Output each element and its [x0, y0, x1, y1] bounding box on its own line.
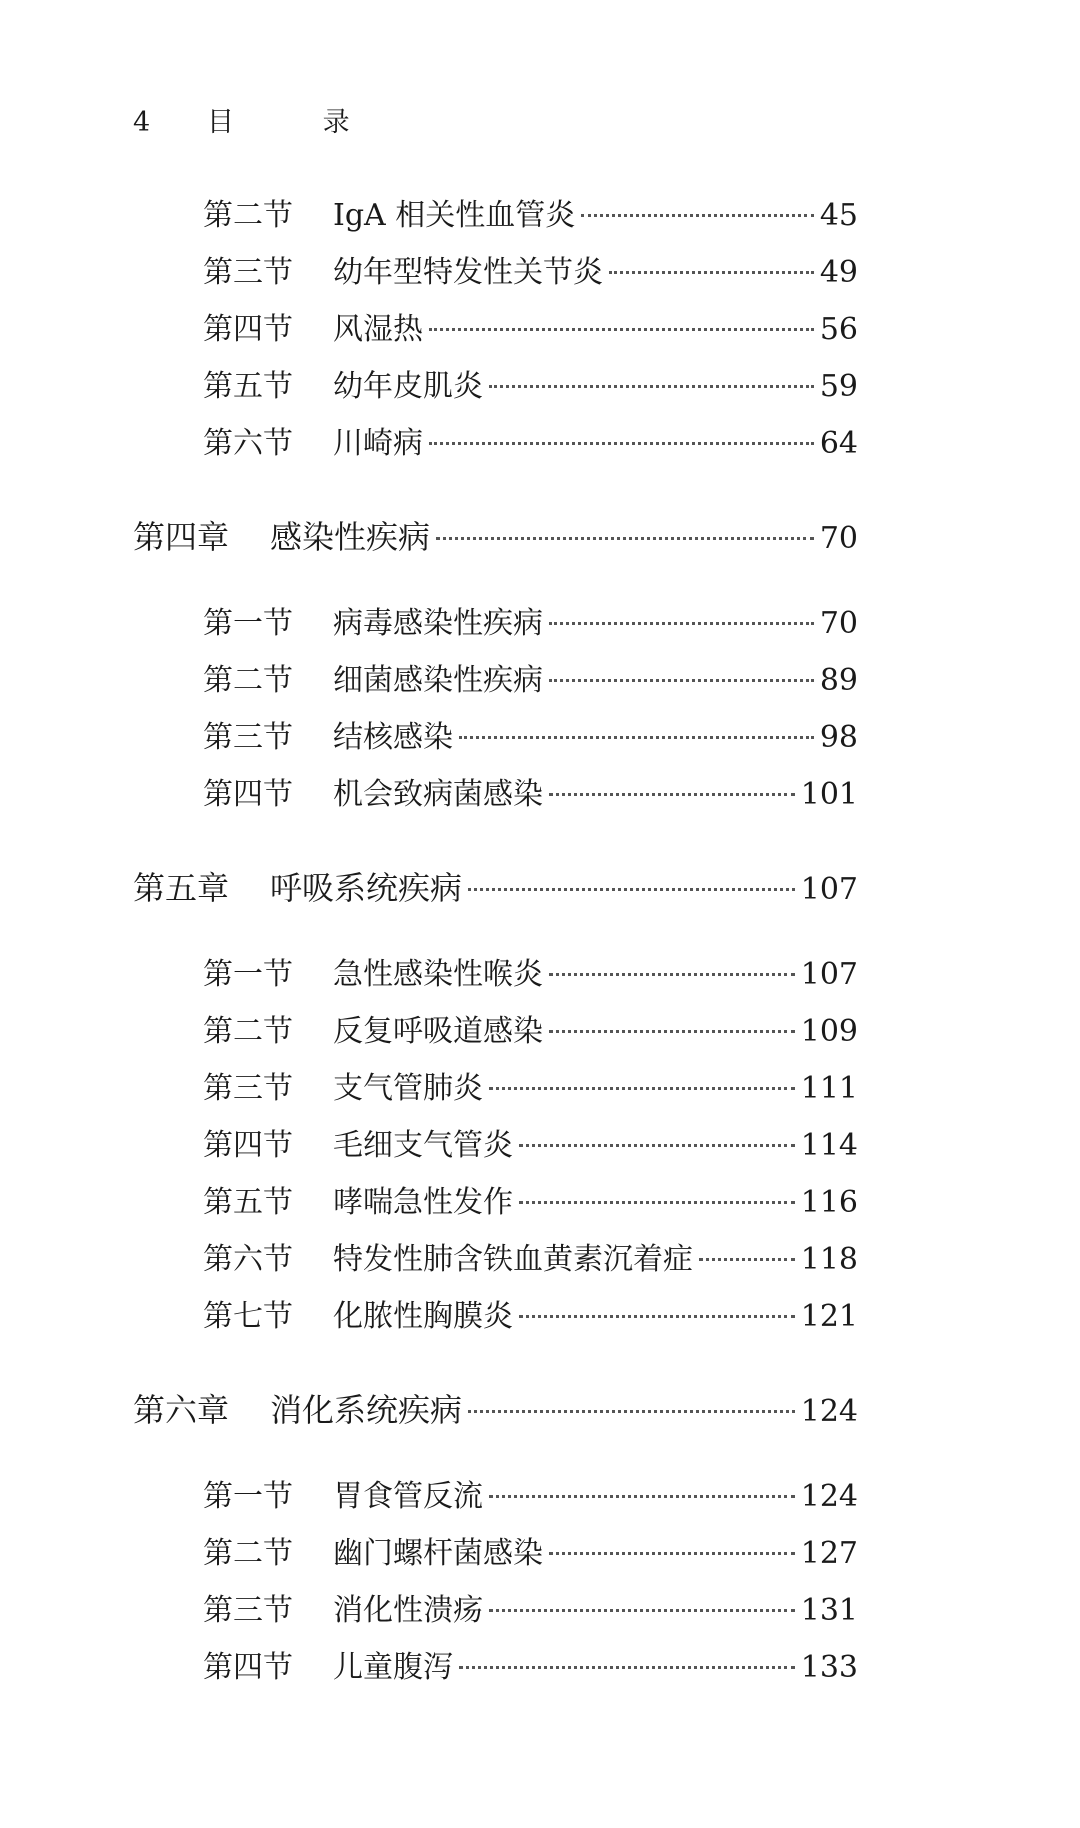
toc-section-entry[interactable]: [133, 1642, 858, 1686]
entry-page-number: 127: [800, 1536, 858, 1571]
dot-leader: [429, 442, 814, 445]
entry-page-number: 89: [819, 663, 858, 698]
entry-page-number: 98: [819, 720, 858, 755]
page-number: 4: [133, 107, 151, 138]
entry-label: 第三节: [203, 720, 293, 755]
entry-page-number: 70: [819, 606, 858, 641]
dot-leader: [468, 1410, 795, 1413]
entry-label: 第二节: [203, 663, 293, 698]
toc-section-entry[interactable]: [133, 361, 858, 405]
page-title: 目 录: [207, 107, 390, 138]
entry-label: 第四章: [133, 518, 230, 556]
toc-chapter-entry[interactable]: [133, 512, 858, 558]
entry-title: 急性感染性喉炎: [333, 957, 543, 992]
entry-title: 化脓性胸膜炎: [333, 1299, 513, 1334]
entry-label: 第六章: [133, 1391, 230, 1429]
dot-leader: [468, 888, 795, 891]
entry-title: 结核感染: [333, 720, 453, 755]
entry-label: 第三节: [203, 1071, 293, 1106]
dot-leader: [429, 328, 814, 331]
entry-page-number: 131: [800, 1593, 858, 1628]
entry-label: 第七节: [203, 1299, 293, 1334]
entry-label: 第一节: [203, 957, 293, 992]
dot-leader: [459, 736, 814, 739]
entry-label: 第五节: [203, 1185, 293, 1220]
entry-label: 第六节: [203, 1242, 293, 1277]
page-header: [133, 100, 390, 139]
entry-title: 消化系统疾病: [270, 1391, 463, 1429]
entry-title: 川崎病: [333, 426, 423, 461]
entry-label: 第五章: [133, 869, 230, 907]
entry-title: 消化性溃疡: [333, 1593, 483, 1628]
entry-label: 第四节: [203, 777, 293, 812]
entry-page-number: 45: [819, 198, 858, 233]
entry-label: 第二节: [203, 198, 293, 233]
dot-leader: [549, 1552, 795, 1555]
entry-label: 第二节: [203, 1536, 293, 1571]
entry-title: 细菌感染性疾病: [333, 663, 543, 698]
toc-section-entry[interactable]: [133, 769, 858, 813]
entry-page-number: 116: [800, 1185, 858, 1220]
dot-leader: [549, 679, 814, 682]
entry-title: 感染性疾病: [270, 518, 431, 556]
entry-page-number: 111: [800, 1071, 858, 1106]
toc-section-entry[interactable]: [133, 949, 858, 993]
entry-title: 幼年型特发性关节炎: [333, 255, 603, 290]
entry-title: 幽门螺杆菌感染: [333, 1536, 543, 1571]
entry-title: 幼年皮肌炎: [333, 369, 483, 404]
dot-leader: [549, 622, 814, 625]
entry-page-number: 70: [819, 521, 858, 556]
dot-leader: [581, 214, 814, 217]
entry-page-number: 107: [800, 872, 858, 907]
entry-page-number: 133: [800, 1650, 858, 1685]
dot-leader: [436, 537, 814, 540]
entry-title: 支气管肺炎: [333, 1071, 483, 1106]
entry-title: 哮喘急性发作: [333, 1185, 513, 1220]
entry-label: 第五节: [203, 369, 293, 404]
toc-section-entry[interactable]: [133, 1006, 858, 1050]
toc-section-entry[interactable]: [133, 1528, 858, 1572]
dot-leader: [489, 1609, 795, 1612]
dot-leader: [519, 1201, 795, 1204]
entry-page-number: 107: [800, 957, 858, 992]
dot-leader: [519, 1144, 795, 1147]
toc-section-entry[interactable]: [133, 304, 858, 348]
toc-section-entry[interactable]: [133, 1585, 858, 1629]
toc-chapter-entry[interactable]: [133, 1385, 858, 1431]
toc-section-entry[interactable]: [133, 1234, 858, 1278]
dot-leader: [549, 973, 795, 976]
entry-page-number: 64: [819, 426, 858, 461]
entry-page-number: 101: [800, 777, 858, 812]
toc-section-entry[interactable]: [133, 1063, 858, 1107]
entry-label: 第六节: [203, 426, 293, 461]
toc-section-entry[interactable]: [133, 655, 858, 699]
entry-title: 机会致病菌感染: [333, 777, 543, 812]
entry-label: 第四节: [203, 1128, 293, 1163]
dot-leader: [549, 1030, 795, 1033]
entry-title: 胃食管反流: [333, 1479, 483, 1514]
toc-section-entry[interactable]: [133, 1291, 858, 1335]
entry-page-number: 109: [800, 1014, 858, 1049]
dot-leader: [519, 1315, 795, 1318]
entry-page-number: 124: [800, 1479, 858, 1514]
toc-section-entry[interactable]: [133, 1177, 858, 1221]
entry-page-number: 121: [800, 1299, 858, 1334]
entry-page-number: 59: [819, 369, 858, 404]
entry-page-number: 114: [800, 1128, 858, 1163]
entry-title: IgA 相关性血管炎: [333, 198, 576, 233]
toc-section-entry[interactable]: [133, 1120, 858, 1164]
entry-page-number: 118: [800, 1242, 858, 1277]
toc-section-entry[interactable]: [133, 598, 858, 642]
toc-section-entry[interactable]: [133, 712, 858, 756]
entry-label: 第三节: [203, 255, 293, 290]
entry-title: 儿童腹泻: [333, 1650, 453, 1685]
dot-leader: [549, 793, 795, 796]
toc-section-entry[interactable]: [133, 190, 858, 234]
entry-title: 病毒感染性疾病: [333, 606, 543, 641]
dot-leader: [489, 1087, 795, 1090]
entry-page-number: 124: [800, 1394, 858, 1429]
dot-leader: [609, 271, 814, 274]
toc-section-entry[interactable]: [133, 1471, 858, 1515]
toc-chapter-entry[interactable]: [133, 863, 858, 909]
dot-leader: [699, 1258, 795, 1261]
dot-leader: [489, 385, 814, 388]
entry-page-number: 49: [819, 255, 858, 290]
dot-leader: [489, 1495, 795, 1498]
entry-label: 第一节: [203, 1479, 293, 1514]
entry-title: 毛细支气管炎: [333, 1128, 513, 1163]
toc-section-entry[interactable]: [133, 247, 858, 291]
toc-section-entry[interactable]: [133, 418, 858, 462]
entry-title: 特发性肺含铁血黄素沉着症: [333, 1242, 693, 1277]
dot-leader: [459, 1666, 795, 1669]
entry-label: 第一节: [203, 606, 293, 641]
entry-label: 第四节: [203, 312, 293, 347]
entry-title: 呼吸系统疾病: [270, 869, 463, 907]
entry-title: 反复呼吸道感染: [333, 1014, 543, 1049]
entry-label: 第三节: [203, 1593, 293, 1628]
entry-page-number: 56: [819, 312, 858, 347]
entry-label: 第四节: [203, 1650, 293, 1685]
entry-label: 第二节: [203, 1014, 293, 1049]
entry-title: 风湿热: [333, 312, 423, 347]
